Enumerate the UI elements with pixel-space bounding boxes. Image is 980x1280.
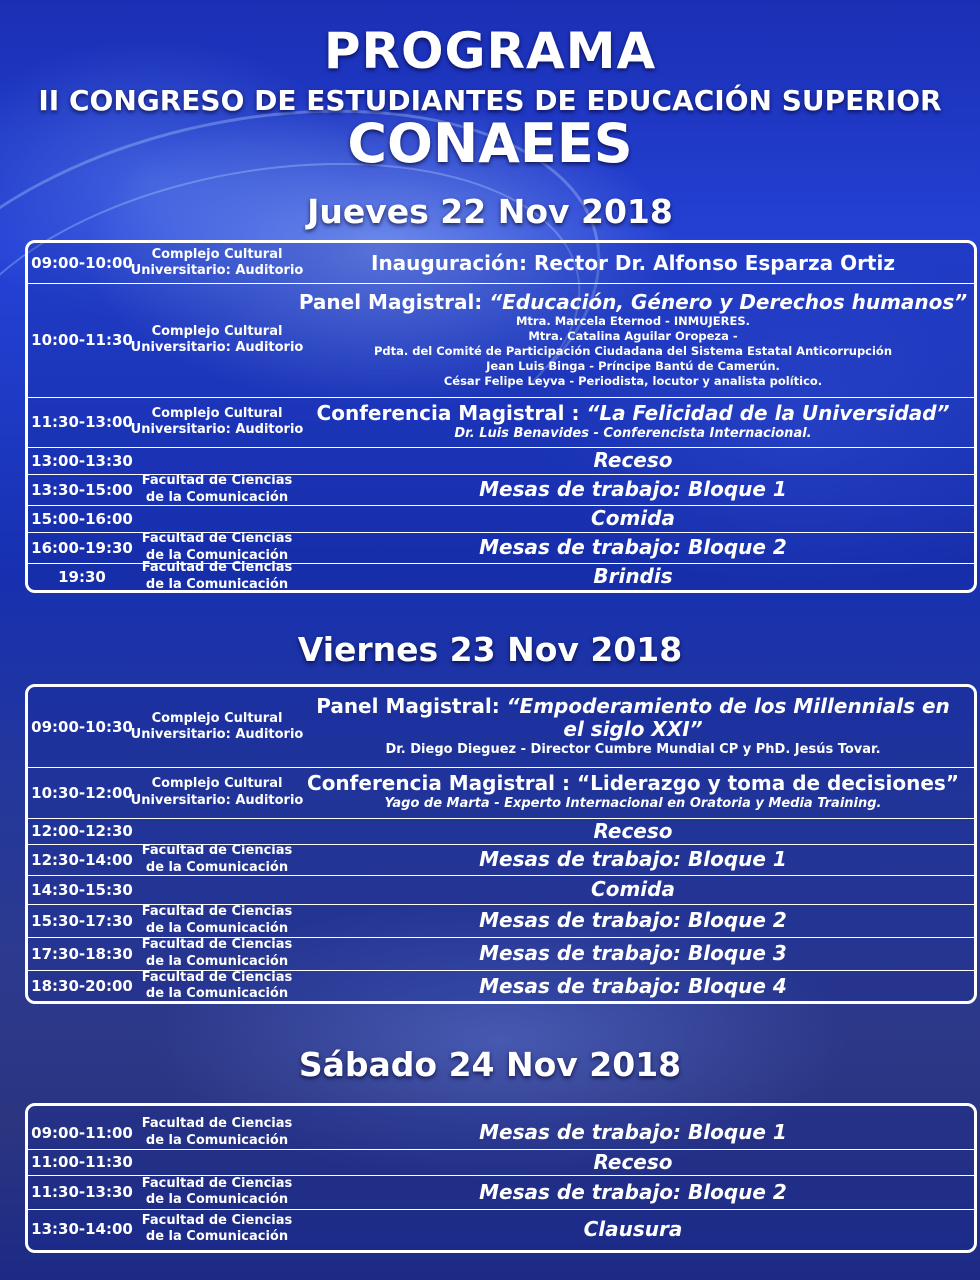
event — [298, 875, 968, 904]
venue: Facultad de Ciencias de la Comunicación — [141, 1175, 293, 1207]
event-title: Comida — [591, 506, 675, 530]
speaker: Jean Luis Binga - Príncipe Bantú de Camerún. — [486, 359, 780, 374]
speaker: Yago de Marta - Experto Internacional en Oratoria y Media Training. — [384, 796, 882, 812]
time-slot: 10:30-12:00 — [31, 783, 133, 802]
time-slot: 14:30-15:30 — [31, 880, 133, 899]
venue: Complejo Cultural Universitario: Auditorio — [130, 405, 304, 437]
time-slot: 12:00-12:30 — [31, 822, 133, 840]
event — [298, 844, 968, 875]
time-slot: 18:30-20:00 — [31, 977, 133, 995]
schedule-row — [28, 532, 974, 564]
schedule-table-viernes — [25, 684, 977, 1004]
event-title: Mesas de trabajo: Bloque 4 — [479, 973, 787, 998]
venue: Facultad de Ciencias de la Comunicación — [141, 843, 293, 875]
time-slot: 19:30 — [58, 567, 106, 586]
venue: Facultad de Ciencias de la Comunicación — [141, 560, 293, 592]
event — [298, 447, 968, 474]
schedule-table-jueves — [25, 240, 977, 593]
event — [298, 767, 968, 818]
schedule-row — [28, 970, 974, 1002]
time-slot: 09:00-10:00 — [31, 254, 133, 272]
time-slot: 16:00-19:30 — [31, 538, 133, 557]
time-slot: 13:30-14:00 — [31, 1220, 133, 1238]
schedule-row — [28, 904, 974, 938]
schedule-row — [28, 474, 974, 506]
day-title-viernes: Viernes 23 Nov 2018 — [297, 630, 683, 669]
event-title: Receso — [593, 1149, 673, 1174]
event-title: Panel Magistral: “Educación, Género y Derechos humanos” — [298, 289, 968, 314]
venue: Facultad de Ciencias de la Comunicación — [141, 473, 293, 505]
schedule-row — [28, 875, 974, 905]
event — [298, 563, 968, 590]
schedule-row — [28, 1149, 974, 1176]
event — [298, 474, 968, 505]
time-slot: 11:30-13:00 — [31, 413, 133, 431]
event-title: Clausura — [583, 1216, 683, 1241]
schedule-row — [28, 1175, 974, 1210]
time-slot: 13:00-13:30 — [31, 451, 133, 470]
event — [298, 937, 968, 970]
event — [298, 904, 968, 937]
event-title: Comida — [591, 877, 675, 901]
event-title: Mesas de trabajo: Bloque 2 — [479, 1179, 787, 1204]
event — [298, 970, 968, 1002]
schedule-row — [28, 818, 974, 845]
event-title: Brindis — [593, 564, 673, 588]
venue: Facultad de Ciencias de la Comunicación — [141, 937, 293, 969]
event-title: Mesas de trabajo: Bloque 2 — [479, 535, 787, 559]
congress-acronym: CONAEES — [347, 112, 633, 175]
event-title: Mesas de trabajo: Bloque 1 — [479, 477, 787, 501]
event — [298, 818, 968, 844]
speaker: Mtra. Catalina Aguilar Oropeza - — [528, 328, 738, 343]
event — [298, 1175, 968, 1209]
time-slot: 11:30-13:30 — [31, 1183, 133, 1201]
event — [298, 1116, 968, 1149]
event-title: Mesas de trabajo: Bloque 1 — [479, 847, 787, 871]
schedule-row — [28, 397, 974, 448]
schedule-row — [28, 687, 974, 768]
venue: Facultad de Ciencias de la Comunicación — [141, 1212, 293, 1244]
schedule-row — [28, 844, 974, 876]
venue: Complejo Cultural Universitario: Auditorio — [130, 710, 304, 742]
day-title-sabado: Sábado 24 Nov 2018 — [298, 1045, 682, 1084]
time-slot: 09:00-10:30 — [31, 718, 133, 736]
schedule-row — [28, 447, 974, 475]
event — [298, 283, 968, 397]
schedule-row — [28, 505, 974, 533]
event-title: Conferencia Magistral : “La Felicidad de la Universidad” — [316, 400, 950, 425]
event — [298, 1149, 968, 1175]
event — [298, 1209, 968, 1249]
venue: Complejo Cultural Universitario: Auditorio — [130, 776, 304, 808]
time-slot: 15:00-16:00 — [31, 509, 133, 528]
event — [298, 532, 968, 563]
event-title: Mesas de trabajo: Bloque 3 — [479, 941, 787, 965]
day-title-jueves: Jueves 22 Nov 2018 — [307, 192, 673, 231]
schedule-row — [28, 937, 974, 971]
event-title: Mesas de trabajo: Bloque 1 — [479, 1120, 787, 1144]
event — [298, 397, 968, 447]
time-slot: 12:30-14:00 — [31, 850, 133, 869]
event-title: Inauguración: Rector Dr. Alfonso Esparza Ortiz — [371, 250, 895, 275]
time-slot: 11:00-11:30 — [31, 1153, 133, 1171]
event-title: Mesas de trabajo: Bloque 2 — [479, 908, 787, 932]
speaker: César Felipe Leyva - Periodista, locutor y analista político. — [443, 374, 823, 389]
time-slot: 15:30-17:30 — [31, 911, 133, 930]
schedule-row — [28, 283, 974, 398]
schedule-row — [28, 1209, 974, 1249]
event-title-continued: el siglo XXI” — [563, 717, 703, 742]
time-slot: 17:30-18:30 — [31, 944, 133, 963]
speaker: Dr. Diego Dieguez - Director Cumbre Mundial CP y PhD. Jesús Tovar. — [385, 742, 881, 758]
schedule-row — [28, 243, 974, 284]
event-title: Receso — [593, 818, 673, 843]
schedule-table-sabado — [25, 1103, 977, 1253]
event — [298, 243, 968, 283]
schedule-row — [28, 560, 974, 592]
event-title: Conferencia Magistral : “Liderazgo y toma de decisiones” — [307, 771, 959, 796]
event — [298, 687, 968, 767]
venue: Facultad de Ciencias de la Comunicación — [141, 1116, 293, 1148]
venue: Complejo Cultural Universitario: Auditorio — [130, 246, 304, 278]
program-title: PROGRAMA — [323, 22, 657, 80]
speaker: Dr. Luis Benavides - Conferencista Internacional. — [454, 425, 812, 441]
venue: Facultad de Ciencias de la Comunicación — [141, 904, 293, 936]
speaker: Mtra. Marcela Eternod - INMUJERES. — [515, 313, 751, 328]
event-title: Panel Magistral: “Empoderamiento de los Millennials en — [316, 694, 950, 719]
schedule-row — [28, 1116, 974, 1150]
time-slot: 13:30-15:00 — [31, 480, 133, 499]
venue: Facultad de Ciencias de la Comunicación — [141, 969, 293, 1001]
event-title: Receso — [593, 448, 673, 472]
schedule-row — [28, 767, 974, 819]
venue: Complejo Cultural Universitario: Auditorio — [130, 323, 304, 355]
speaker: Pdta. del Comité de Participación Ciudadana del Sistema Estatal Anticorrupción — [373, 343, 893, 358]
time-slot: 09:00-11:00 — [31, 1123, 133, 1142]
venue: Facultad de Ciencias de la Comunicación — [141, 531, 293, 563]
event — [298, 505, 968, 532]
congress-name: II CONGRESO DE ESTUDIANTES DE EDUCACIÓN SUPERIOR — [38, 84, 942, 117]
time-slot: 10:00-11:30 — [31, 331, 133, 349]
